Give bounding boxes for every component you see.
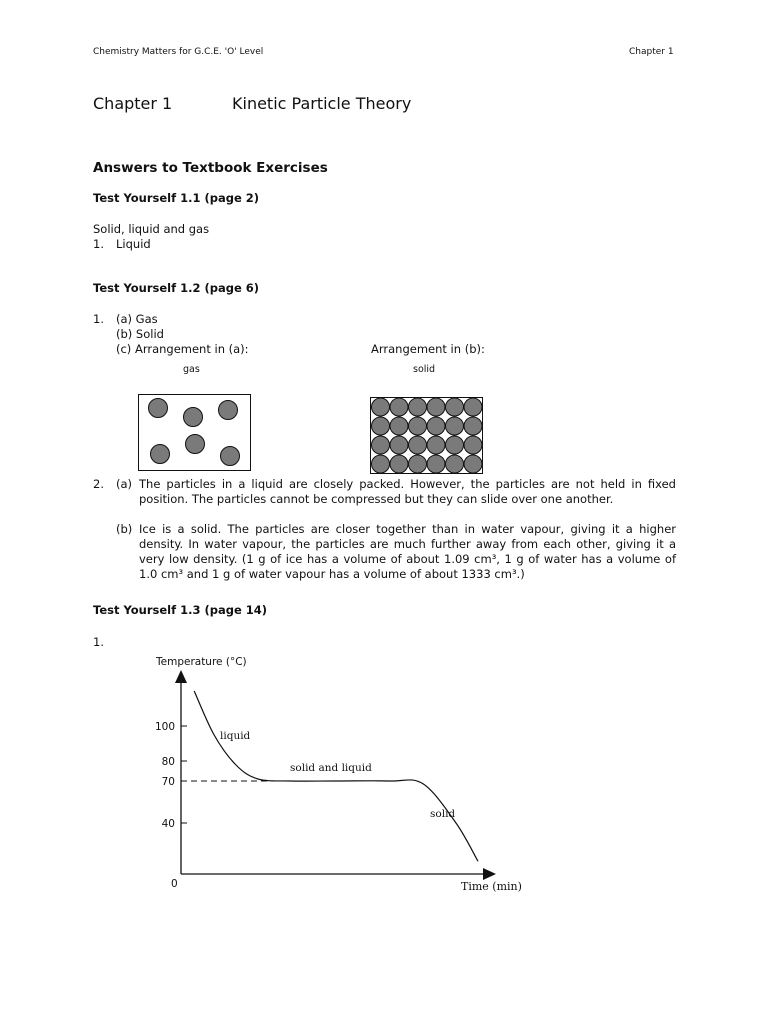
ty11-line1: Solid, liquid and gas bbox=[93, 222, 210, 236]
solid-particle bbox=[446, 436, 464, 454]
label-gas: gas bbox=[183, 364, 200, 375]
solid-particle bbox=[427, 417, 445, 435]
cooling-curve-series bbox=[194, 691, 478, 861]
solid-particle bbox=[446, 417, 464, 435]
solid-particle bbox=[372, 398, 390, 416]
gas-particle-diagram bbox=[138, 394, 252, 472]
ty12-q1c-right: Arrangement in (b): bbox=[371, 342, 485, 356]
cooling-curve-chart bbox=[140, 650, 540, 900]
x-axis-arrow bbox=[483, 868, 496, 880]
y-tick-label: 100 bbox=[154, 721, 175, 733]
ty12-q2b-label: (b) bbox=[116, 522, 133, 536]
solid-particle bbox=[464, 436, 482, 454]
ty12-heading: Test Yourself 1.2 (page 6) bbox=[93, 281, 260, 295]
ty13-heading: Test Yourself 1.3 (page 14) bbox=[93, 603, 268, 617]
y-axis-arrow bbox=[175, 670, 187, 683]
solid-particle bbox=[427, 436, 445, 454]
y-axis-label: Temperature (°C) bbox=[156, 656, 247, 668]
label-solid: solid bbox=[413, 364, 436, 375]
ty13-q1-num: 1. bbox=[93, 635, 104, 649]
ty11-q1-answer: Liquid bbox=[116, 237, 151, 251]
solid-particle bbox=[390, 455, 408, 473]
ty11-q1-num: 1. bbox=[93, 237, 104, 251]
gas-particle bbox=[151, 445, 170, 464]
solid-particle bbox=[409, 455, 427, 473]
solid-particle bbox=[446, 455, 464, 473]
y-tick-label: 80 bbox=[161, 756, 175, 768]
origin-label: 0 bbox=[171, 878, 178, 890]
gas-particle bbox=[149, 399, 168, 418]
solid-particle bbox=[372, 436, 390, 454]
gas-particle bbox=[219, 401, 238, 420]
annotation-liquid: liquid bbox=[220, 730, 251, 742]
ty12-q2-num: 2. bbox=[93, 477, 104, 491]
solid-particle bbox=[409, 436, 427, 454]
solid-particle bbox=[409, 417, 427, 435]
ty12-q2a-text: The particles in a liquid are closely packed. However, the particles are not held in fixed position. The particles cannot be compressed but they can slide over one another. bbox=[139, 477, 676, 506]
ty12-q1a: (a) Gas bbox=[116, 312, 158, 326]
x-axis-label: Time (min) bbox=[461, 880, 522, 893]
solid-particle bbox=[390, 398, 408, 416]
ty12-q1-num: 1. bbox=[93, 312, 104, 326]
ty12-q1b: (b) Solid bbox=[116, 327, 164, 341]
solid-particle bbox=[446, 398, 464, 416]
ty11-heading: Test Yourself 1.1 (page 2) bbox=[93, 191, 260, 205]
solid-particle bbox=[409, 398, 427, 416]
gas-particle bbox=[184, 408, 203, 427]
chapter-title: Kinetic Particle Theory bbox=[232, 94, 412, 113]
ty12-q2a-label: (a) bbox=[116, 477, 133, 491]
ty12-q2b-text: Ice is a solid. The particles are closer together than in water vapour, giving it a higher density. In water vapour, the particles are much further away from each other, giving it a very low density. (1 g of ice has a volume of about 1.09 cm³, 1 g of water has a volume of 1.0 cm³ and 1 g of water vapour has a volume of about 1333 cm³.) bbox=[139, 522, 676, 581]
running-header-left: Chemistry Matters for G.C.E. 'O' Level bbox=[93, 47, 264, 57]
running-header-right: Chapter 1 bbox=[629, 47, 674, 57]
gas-particle bbox=[221, 447, 240, 466]
solid-particle bbox=[390, 417, 408, 435]
solid-particle bbox=[427, 398, 445, 416]
annotation-solid-and-liquid: solid and liquid bbox=[290, 762, 372, 774]
solid-particle bbox=[464, 398, 482, 416]
ty12-q1c: (c) Arrangement in (a): bbox=[116, 342, 249, 356]
solid-particle-diagram bbox=[370, 397, 484, 475]
gas-particle bbox=[186, 435, 205, 454]
y-tick-label: 40 bbox=[161, 818, 175, 830]
solid-particle bbox=[427, 455, 445, 473]
solid-particle bbox=[464, 455, 482, 473]
solid-particle bbox=[464, 417, 482, 435]
y-tick-label: 70 bbox=[161, 776, 175, 788]
solid-particle bbox=[372, 417, 390, 435]
chapter-number: Chapter 1 bbox=[93, 94, 173, 113]
annotation-solid: solid bbox=[430, 808, 456, 820]
solid-particle bbox=[390, 436, 408, 454]
solid-particle bbox=[372, 455, 390, 473]
section-title: Answers to Textbook Exercises bbox=[93, 160, 328, 176]
